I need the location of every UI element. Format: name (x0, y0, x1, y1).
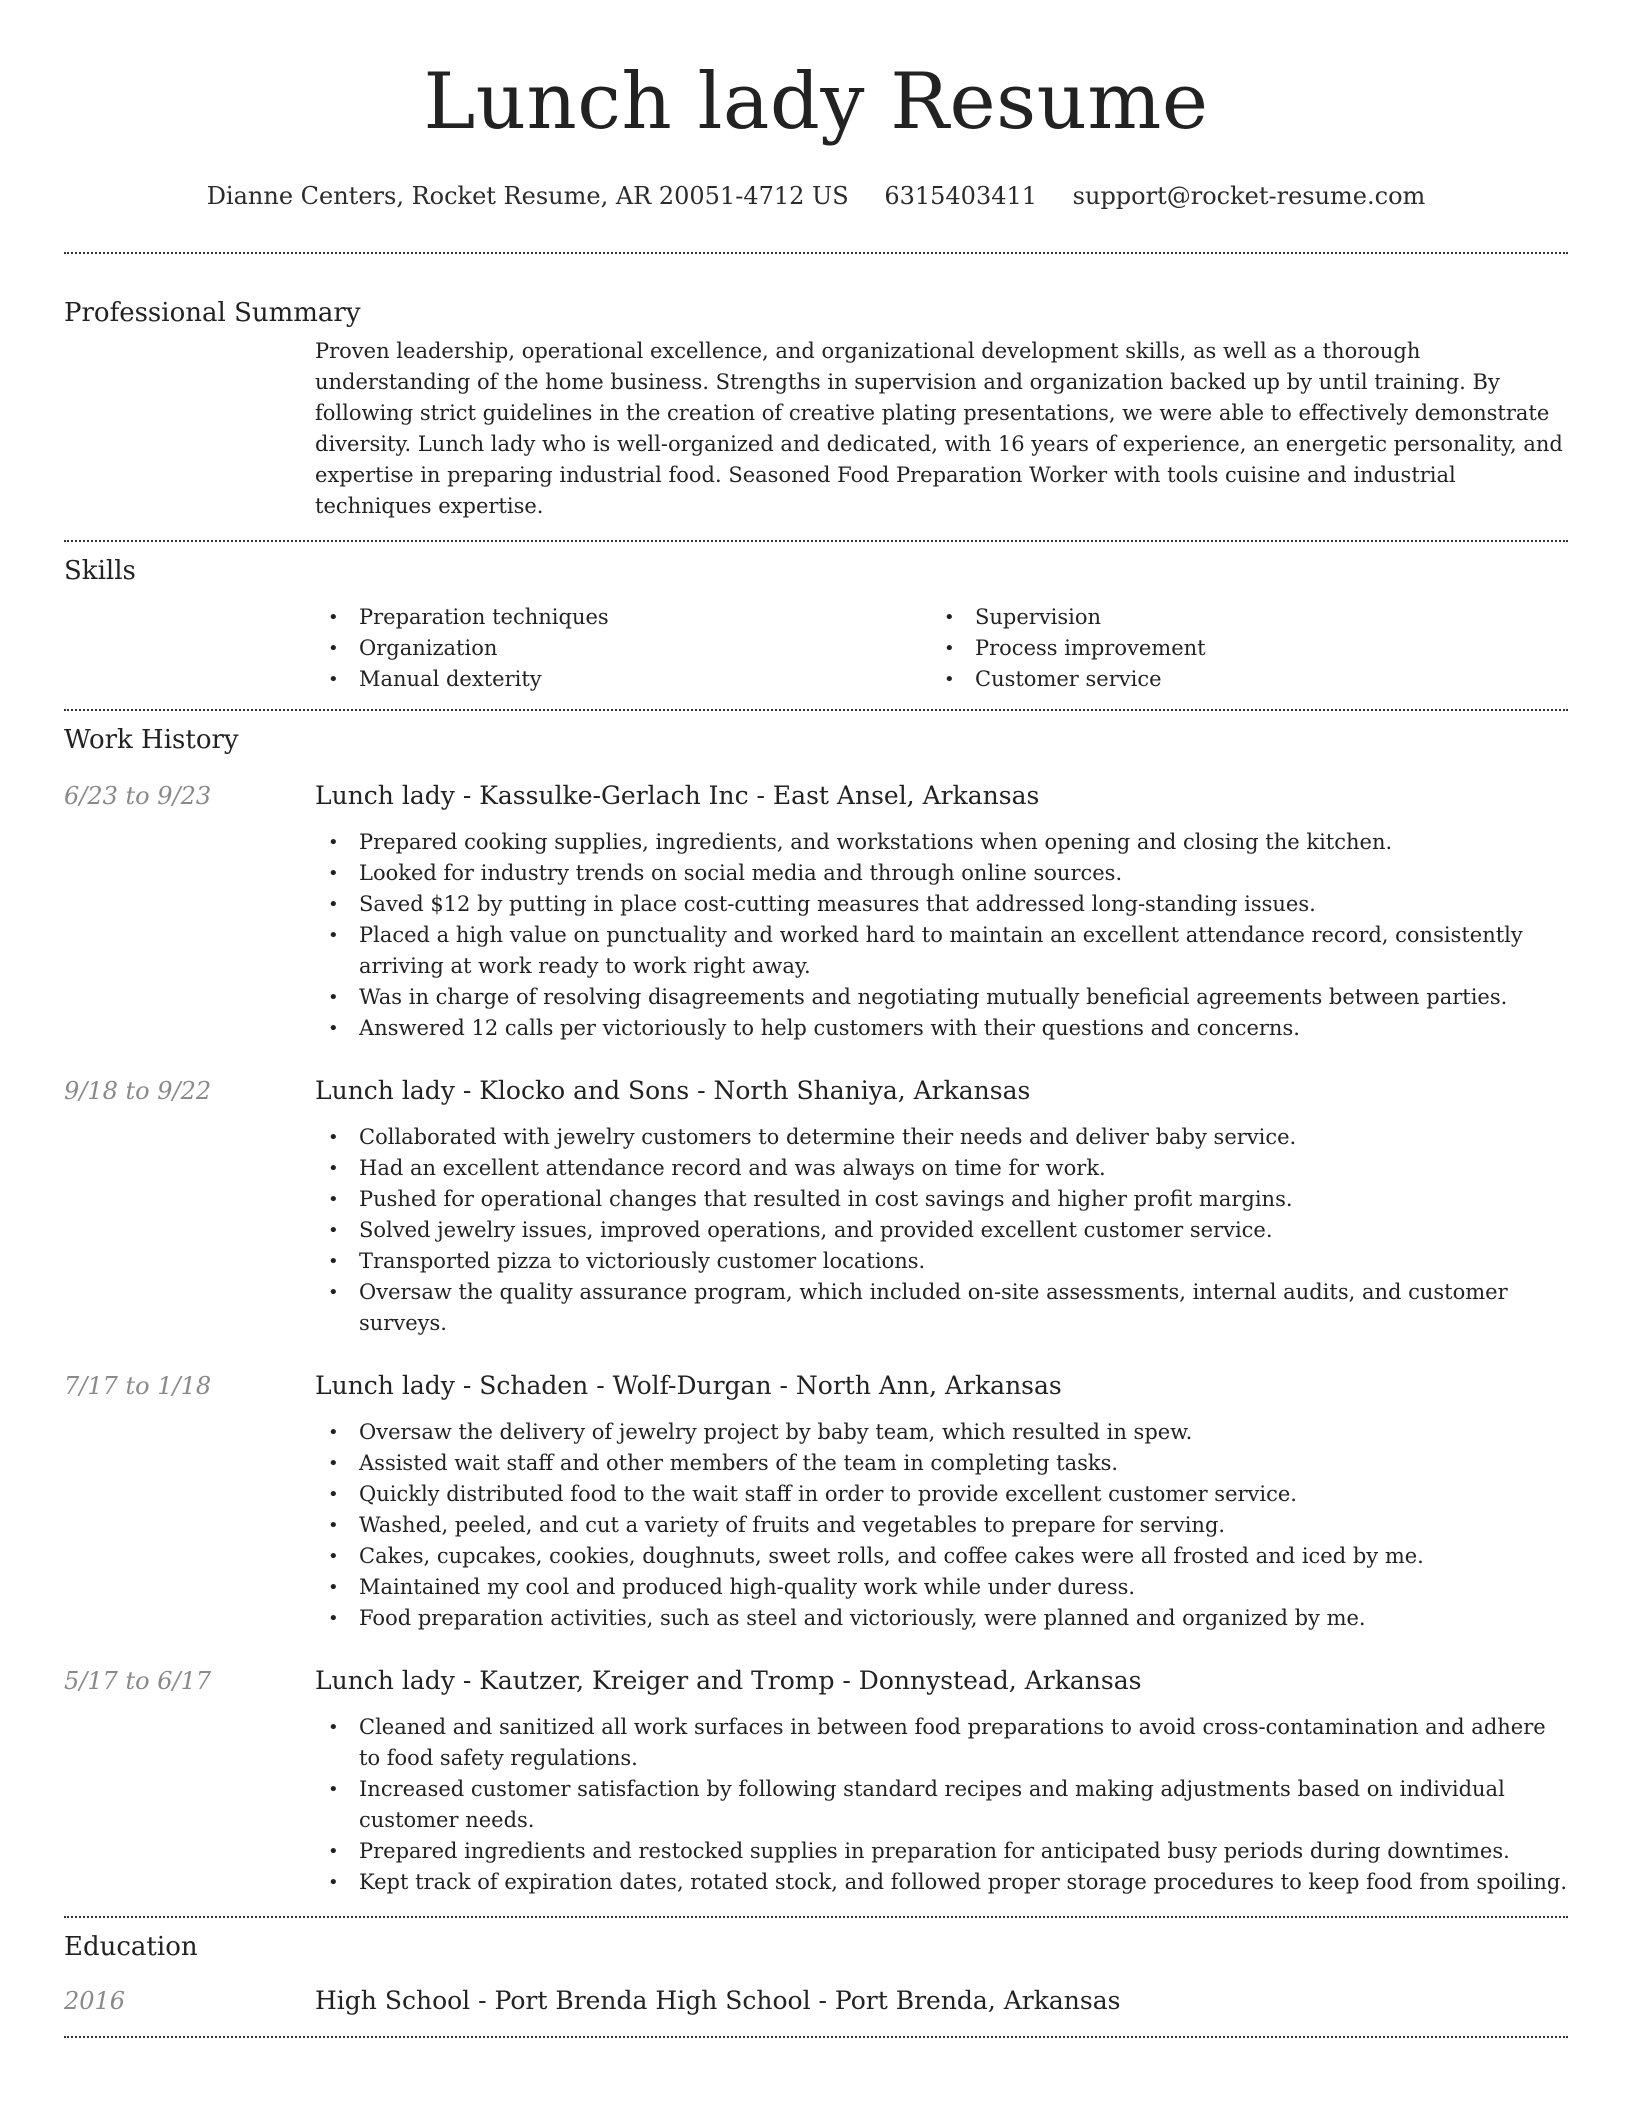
job-dates: 7/17 to 1/18 (64, 1372, 212, 1400)
section-divider (64, 1916, 1568, 1918)
job-bullet: • Food preparation activities, such as steel and victoriously, were planned and organized by me. (315, 1603, 1568, 1634)
job-bullet: • Looked for industry trends on social media and through online sources. (315, 858, 1568, 889)
job-bullet: • Prepared ingredients and restocked supplies in preparation for anticipated busy periods during downtimes. (315, 1836, 1568, 1867)
job-dates: 5/17 to 6/17 (64, 1667, 212, 1695)
job-dates: 6/23 to 9/23 (64, 782, 212, 810)
job-bullets (315, 1122, 1568, 1339)
skill-item: • Preparation techniques (315, 602, 931, 633)
job-bullet: • Cleaned and sanitized all work surfaces in between food preparations to avoid cross-contamination and adhere to food safety regulations. (315, 1712, 1568, 1774)
job-bullet: • Solved jewelry issues, improved operations, and provided excellent customer service. (315, 1215, 1568, 1246)
summary-heading: Professional Summary (64, 298, 361, 328)
skills-grid (315, 602, 1568, 695)
job-bullet: • Collaborated with jewelry customers to determine their needs and deliver baby service. (315, 1122, 1568, 1153)
section-divider (64, 252, 1568, 254)
job-bullet: • Had an excellent attendance record and was always on time for work. (315, 1153, 1568, 1184)
job-bullet: • Kept track of expiration dates, rotated stock, and followed proper storage procedures to keep food from spoiling. (315, 1867, 1568, 1898)
job-bullets (315, 1712, 1568, 1898)
skill-item: • Manual dexterity (315, 664, 931, 695)
job-bullet: • Saved $12 by putting in place cost-cutting measures that addressed long-standing issues. (315, 889, 1568, 920)
skill-item: • Customer service (931, 664, 1547, 695)
job-bullet: • Assisted wait staff and other members of the team in completing tasks. (315, 1448, 1568, 1479)
job-bullet: • Placed a high value on punctuality and worked hard to maintain an excellent attendance record, consistently arriving at work ready to work right away. (315, 920, 1568, 982)
job-dates: 9/18 to 9/22 (64, 1077, 212, 1105)
summary-text: Proven leadership, operational excellence, and organizational development skills, as well as a thorough understanding of the home business. Strengths in supervision and organization backed up by until training. By following strict guidelines in the creation of creative plating presentations, we were able to effectively demonstrate diversity. Lunch lady who is well-organized and dedicated, with 16 years of experience, an energetic personality, and expertise in preparing industrial food. Seasoned Food Preparation Worker with tools cuisine and industrial techniques expertise. (315, 339, 1563, 518)
job-bullet: • Washed, peeled, and cut a variety of fruits and vegetables to prepare for serving. (315, 1510, 1568, 1541)
education-year: 2016 (64, 1987, 126, 2015)
section-divider (64, 540, 1568, 542)
job-bullet: • Cakes, cupcakes, cookies, doughnuts, sweet rolls, and coffee cakes were all frosted and iced by me. (315, 1541, 1568, 1572)
work-heading: Work History (64, 725, 239, 755)
contact-address: Dianne Centers, Rocket Resume, AR 20051-4712 US (206, 182, 849, 210)
education-heading: Education (64, 1932, 198, 1962)
job-bullet: • Oversaw the quality assurance program, which included on-site assessments, internal audits, and customer surveys. (315, 1277, 1568, 1339)
skills-heading: Skills (64, 556, 136, 586)
job-title: Lunch lady - Schaden - Wolf-Durgan - North Ann, Arkansas (315, 1371, 1062, 1400)
skill-item: • Supervision (931, 602, 1547, 633)
skill-item: • Process improvement (931, 633, 1547, 664)
job-bullets (315, 827, 1568, 1044)
job-bullet: • Was in charge of resolving disagreements and negotiating mutually beneficial agreements between parties. (315, 982, 1568, 1013)
job-entry (64, 1369, 1568, 1634)
section-divider (64, 709, 1568, 711)
skill-item: • Organization (315, 633, 931, 664)
skills-list-right (931, 602, 1547, 695)
contact-phone: 6315403411 (884, 182, 1038, 210)
job-title: Lunch lady - Klocko and Sons - North Shaniya, Arkansas (315, 1076, 1031, 1105)
resume-page (64, 0, 1568, 2038)
skills-list-left (315, 602, 931, 695)
job-bullet: • Answered 12 calls per victoriously to help customers with their questions and concerns. (315, 1013, 1568, 1044)
job-title: Lunch lady - Kassulke-Gerlach Inc - East Ansel, Arkansas (315, 781, 1040, 810)
job-bullet: • Pushed for operational changes that resulted in cost savings and higher profit margins. (315, 1184, 1568, 1215)
contact-email: support@rocket-resume.com (1072, 182, 1426, 210)
job-bullet: • Oversaw the delivery of jewelry project by baby team, which resulted in spew. (315, 1417, 1568, 1448)
education-entry (64, 1984, 1568, 2018)
job-bullets (315, 1417, 1568, 1634)
job-entry (64, 1664, 1568, 1898)
skills-section (64, 602, 1568, 695)
job-bullet: • Increased customer satisfaction by following standard recipes and making adjustments based on individual customer needs. (315, 1774, 1568, 1836)
job-bullet: • Maintained my cool and produced high-quality work while under duress. (315, 1572, 1568, 1603)
section-divider (64, 2036, 1568, 2038)
summary-section (64, 336, 1568, 522)
job-bullet: • Transported pizza to victoriously customer locations. (315, 1246, 1568, 1277)
job-entry (64, 779, 1568, 1044)
resume-title: Lunch lady Resume (423, 57, 1209, 147)
job-title: Lunch lady - Kautzer, Kreiger and Tromp - Donnystead, Arkansas (315, 1666, 1142, 1695)
job-entry (64, 1074, 1568, 1339)
contact-line (64, 180, 1568, 212)
job-bullet: • Prepared cooking supplies, ingredients, and workstations when opening and closing the kitchen. (315, 827, 1568, 858)
job-bullet: • Quickly distributed food to the wait staff in order to provide excellent customer service. (315, 1479, 1568, 1510)
education-detail: High School - Port Brenda High School - Port Brenda, Arkansas (315, 1986, 1121, 2015)
